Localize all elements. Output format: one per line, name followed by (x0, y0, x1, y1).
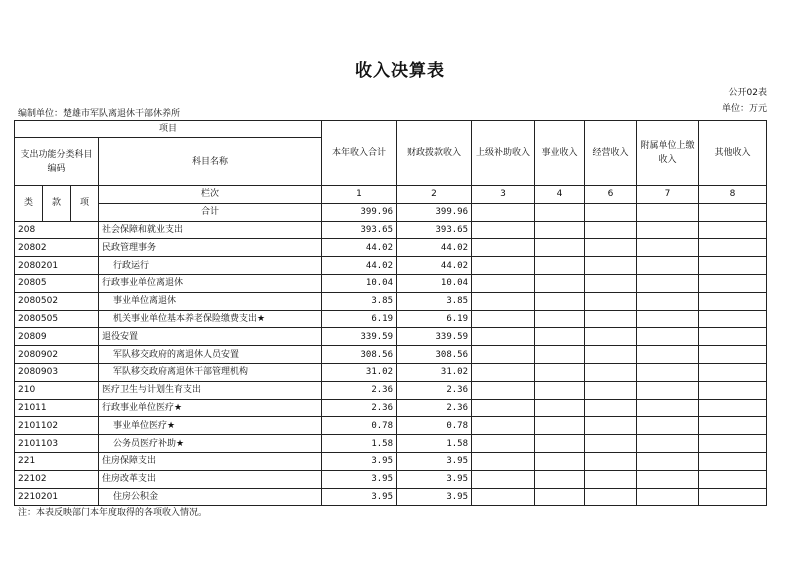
column-number-7: 8 (699, 186, 767, 204)
row-annual-income: 1.58 (322, 435, 397, 453)
row-empty-cell (535, 292, 585, 310)
row-code: 221 (15, 452, 99, 470)
row-empty-cell (472, 274, 535, 292)
column-number-6: 7 (637, 186, 699, 204)
row-empty-cell (637, 399, 699, 417)
row-empty-cell (699, 292, 767, 310)
row-empty-cell (585, 221, 637, 239)
row-empty-cell (699, 399, 767, 417)
row-code: 2080902 (15, 346, 99, 364)
row-annual-income: 3.95 (322, 488, 397, 506)
row-fiscal-income: 0.78 (397, 417, 472, 435)
total-empty-cell (535, 203, 585, 221)
row-empty-cell (585, 328, 637, 346)
row-empty-cell (472, 435, 535, 453)
row-empty-cell (472, 239, 535, 257)
column-number-3: 3 (472, 186, 535, 204)
row-empty-cell (699, 417, 767, 435)
row-empty-cell (472, 292, 535, 310)
row-empty-cell (637, 363, 699, 381)
row-annual-income: 31.02 (322, 363, 397, 381)
row-fiscal-income: 3.85 (397, 292, 472, 310)
row-fiscal-income: 44.02 (397, 239, 472, 257)
table-row (15, 239, 767, 257)
row-code: 22102 (15, 470, 99, 488)
total-empty-cell (699, 203, 767, 221)
total-annual: 399.96 (322, 203, 397, 221)
row-subject-name: 民政管理事务 (99, 239, 322, 257)
row-empty-cell (637, 346, 699, 364)
header-col2: 财政拨款收入 (397, 121, 472, 186)
row-empty-cell (472, 488, 535, 506)
row-subject-name: 行政运行 (99, 257, 322, 275)
row-empty-cell (472, 417, 535, 435)
column-number-2: 2 (397, 186, 472, 204)
row-code: 2080903 (15, 363, 99, 381)
row-subject-name: 机关事业单位基本养老保险缴费支出★ (99, 310, 322, 328)
row-fiscal-income: 10.04 (397, 274, 472, 292)
column-number-1: 1 (322, 186, 397, 204)
row-annual-income: 10.04 (322, 274, 397, 292)
row-subject-name: 退役安置 (99, 328, 322, 346)
row-empty-cell (585, 257, 637, 275)
row-empty-cell (472, 381, 535, 399)
table-row (15, 435, 767, 453)
row-annual-income: 3.85 (322, 292, 397, 310)
row-empty-cell (585, 488, 637, 506)
row-empty-cell (585, 363, 637, 381)
row-fiscal-income: 3.95 (397, 452, 472, 470)
table-row (15, 274, 767, 292)
row-code: 208 (15, 221, 99, 239)
row-annual-income: 3.95 (322, 470, 397, 488)
table-row (15, 452, 767, 470)
row-annual-income: 0.78 (322, 417, 397, 435)
table-row (15, 292, 767, 310)
row-empty-cell (585, 274, 637, 292)
row-fiscal-income: 308.56 (397, 346, 472, 364)
row-empty-cell (585, 346, 637, 364)
row-empty-cell (585, 417, 637, 435)
column-number-5: 6 (585, 186, 637, 204)
row-subject-name: 公务员医疗补助★ (99, 435, 322, 453)
table-row (15, 488, 767, 506)
row-subject-name: 住房公积金 (99, 488, 322, 506)
row-empty-cell (637, 381, 699, 399)
row-subject-name: 住房改革支出 (99, 470, 322, 488)
row-fiscal-income: 31.02 (397, 363, 472, 381)
row-empty-cell (699, 488, 767, 506)
form-number: 公开02表 (728, 88, 767, 98)
row-annual-income: 44.02 (322, 239, 397, 257)
row-empty-cell (535, 435, 585, 453)
row-empty-cell (699, 239, 767, 257)
row-empty-cell (585, 381, 637, 399)
row-fiscal-income: 44.02 (397, 257, 472, 275)
row-annual-income: 2.36 (322, 399, 397, 417)
row-empty-cell (472, 310, 535, 328)
row-fiscal-income: 2.36 (397, 399, 472, 417)
row-annual-income: 44.02 (322, 257, 397, 275)
row-empty-cell (637, 417, 699, 435)
organization-label: 编制单位：楚雄市军队离退休干部休养所 (18, 109, 181, 119)
row-empty-cell (472, 221, 535, 239)
row-empty-cell (535, 363, 585, 381)
row-empty-cell (699, 470, 767, 488)
header-lei: 类 (15, 186, 43, 222)
row-empty-cell (535, 274, 585, 292)
row-subject-name: 医疗卫生与计划生育支出 (99, 381, 322, 399)
row-empty-cell (699, 310, 767, 328)
table-row (15, 399, 767, 417)
total-empty-cell (637, 203, 699, 221)
unit-label: 单位：万元 (721, 104, 767, 114)
row-empty-cell (535, 470, 585, 488)
row-empty-cell (699, 274, 767, 292)
column-number-label: 栏次 (99, 186, 322, 204)
row-empty-cell (585, 310, 637, 328)
row-empty-cell (472, 470, 535, 488)
row-fiscal-income: 6.19 (397, 310, 472, 328)
row-annual-income: 339.59 (322, 328, 397, 346)
row-empty-cell (472, 328, 535, 346)
row-empty-cell (699, 381, 767, 399)
row-empty-cell (535, 452, 585, 470)
row-empty-cell (535, 417, 585, 435)
row-empty-cell (637, 292, 699, 310)
row-empty-cell (472, 452, 535, 470)
row-empty-cell (585, 435, 637, 453)
row-annual-income: 2.36 (322, 381, 397, 399)
row-fiscal-income: 3.95 (397, 488, 472, 506)
row-annual-income: 3.95 (322, 452, 397, 470)
row-subject-name: 事业单位离退休 (99, 292, 322, 310)
row-annual-income: 393.65 (322, 221, 397, 239)
row-code: 20805 (15, 274, 99, 292)
total-fiscal: 399.96 (397, 203, 472, 221)
row-code: 2210201 (15, 488, 99, 506)
row-empty-cell (585, 399, 637, 417)
income-table (14, 120, 767, 506)
row-empty-cell (637, 470, 699, 488)
header-item: 项目 (15, 121, 322, 138)
row-code: 21011 (15, 399, 99, 417)
row-code: 2080201 (15, 257, 99, 275)
total-empty-cell (585, 203, 637, 221)
header-col3: 上级补助收入 (472, 121, 535, 186)
row-empty-cell (585, 452, 637, 470)
total-empty-cell (472, 203, 535, 221)
table-row (15, 328, 767, 346)
header-func-code: 支出功能分类科目编码 (15, 138, 99, 186)
header-subject-name: 科目名称 (99, 138, 322, 186)
table-row (15, 221, 767, 239)
row-empty-cell (472, 257, 535, 275)
row-empty-cell (699, 435, 767, 453)
row-annual-income: 308.56 (322, 346, 397, 364)
row-empty-cell (535, 257, 585, 275)
table-row (15, 363, 767, 381)
row-empty-cell (535, 328, 585, 346)
table-row (15, 310, 767, 328)
table-row (15, 470, 767, 488)
header-xiang: 项 (71, 186, 99, 222)
table-row (15, 417, 767, 435)
row-subject-name: 军队移交政府离退休干部管理机构 (99, 363, 322, 381)
row-code: 2080502 (15, 292, 99, 310)
column-number-4: 4 (535, 186, 585, 204)
row-fiscal-income: 339.59 (397, 328, 472, 346)
header-col1: 本年收入合计 (322, 121, 397, 186)
row-code: 2101102 (15, 417, 99, 435)
row-fiscal-income: 3.95 (397, 470, 472, 488)
row-fiscal-income: 1.58 (397, 435, 472, 453)
row-empty-cell (699, 221, 767, 239)
row-subject-name: 社会保障和就业支出 (99, 221, 322, 239)
row-empty-cell (535, 239, 585, 257)
row-code: 210 (15, 381, 99, 399)
row-fiscal-income: 393.65 (397, 221, 472, 239)
row-empty-cell (535, 399, 585, 417)
row-empty-cell (637, 257, 699, 275)
header-kuan: 款 (43, 186, 71, 222)
row-empty-cell (699, 363, 767, 381)
header-col6: 附属单位上缴收入 (637, 121, 699, 186)
row-subject-name: 行政事业单位离退休 (99, 274, 322, 292)
row-code: 2101103 (15, 435, 99, 453)
row-empty-cell (535, 221, 585, 239)
row-empty-cell (535, 488, 585, 506)
header-col5: 经营收入 (585, 121, 637, 186)
row-empty-cell (585, 470, 637, 488)
row-empty-cell (472, 363, 535, 381)
table-row (15, 346, 767, 364)
row-empty-cell (637, 328, 699, 346)
row-empty-cell (637, 435, 699, 453)
row-empty-cell (637, 488, 699, 506)
row-empty-cell (535, 381, 585, 399)
row-empty-cell (699, 452, 767, 470)
row-empty-cell (535, 310, 585, 328)
row-empty-cell (637, 452, 699, 470)
header-col4: 事业收入 (535, 121, 585, 186)
footnote: 注：本表反映部门本年度取得的各项收入情况。 (18, 508, 208, 518)
header-col7: 其他收入 (699, 121, 767, 186)
row-empty-cell (637, 239, 699, 257)
row-empty-cell (637, 221, 699, 239)
table-row (15, 381, 767, 399)
row-empty-cell (637, 274, 699, 292)
row-empty-cell (585, 239, 637, 257)
row-code: 20809 (15, 328, 99, 346)
row-code: 20802 (15, 239, 99, 257)
row-code: 2080505 (15, 310, 99, 328)
row-empty-cell (472, 346, 535, 364)
row-subject-name: 军队移交政府的离退休人员安置 (99, 346, 322, 364)
row-empty-cell (585, 292, 637, 310)
row-empty-cell (699, 346, 767, 364)
total-label: 合计 (99, 203, 322, 221)
row-subject-name: 住房保障支出 (99, 452, 322, 470)
row-subject-name: 事业单位医疗★ (99, 417, 322, 435)
table-row (15, 257, 767, 275)
row-empty-cell (637, 310, 699, 328)
row-fiscal-income: 2.36 (397, 381, 472, 399)
row-empty-cell (699, 257, 767, 275)
row-empty-cell (535, 346, 585, 364)
row-empty-cell (472, 399, 535, 417)
row-empty-cell (699, 328, 767, 346)
page-title: 收入决算表 (355, 61, 445, 81)
row-annual-income: 6.19 (322, 310, 397, 328)
row-subject-name: 行政事业单位医疗★ (99, 399, 322, 417)
